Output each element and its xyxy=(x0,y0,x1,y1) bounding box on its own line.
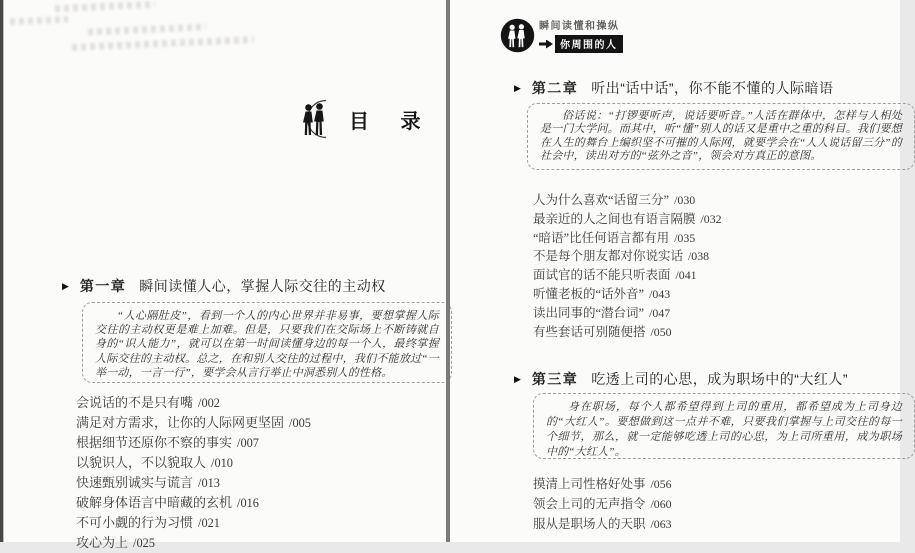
toc-item-page: /063 xyxy=(650,517,672,531)
toc-item xyxy=(76,413,311,433)
chapter-1-label: 第一章 xyxy=(79,278,127,294)
toc-item-text: 服从是职场人的天职 xyxy=(533,517,646,531)
triangle-marker-icon: ▶ xyxy=(514,83,521,93)
toc-item xyxy=(533,514,672,534)
toc-item-text: 不可小觑的行为习惯 xyxy=(76,515,194,530)
chapter-3-intro-text: 身在职场，每个人都希望得到上司的重用，都希望成为上司身边的“大红人”。要想做到这一点并不难，只要我们掌握与上司交往的每一个细节，那么，就一定能够吃透上司的心思，为上司所重用，成为职场中的“大红人”。 xyxy=(546,401,902,458)
logo-arrow-icon xyxy=(539,40,553,49)
toc-item xyxy=(76,433,311,453)
toc-item-text: 满足对方需求，让你的人际网更坚固 xyxy=(76,415,285,430)
toc-item xyxy=(533,247,722,266)
toc-item xyxy=(533,474,672,494)
toc-item-text: 面试官的话不能只听表面 xyxy=(533,268,671,283)
toc-title: 目 录 xyxy=(349,111,434,133)
chapter-1-heading xyxy=(62,276,386,296)
toc-item xyxy=(76,493,311,513)
ghost-showthrough-text xyxy=(72,36,254,51)
toc-item-page: /007 xyxy=(237,436,259,450)
chapter-2-label: 第二章 xyxy=(531,80,579,96)
toc-item-page: /035 xyxy=(674,230,696,245)
toc-item-text: 摸清上司性格好处事 xyxy=(533,477,646,491)
two-people-icon xyxy=(294,96,336,140)
toc-item-page: /013 xyxy=(198,476,220,490)
page-left-edge-highlight xyxy=(3,0,4,542)
ghost-showthrough-text xyxy=(55,1,155,12)
book-logo xyxy=(500,17,623,53)
toc-item-page: /047 xyxy=(649,305,671,320)
toc-item-text: 读出同事的“潜台词” xyxy=(533,305,645,320)
toc-item-text: 攻心为上 xyxy=(76,535,129,550)
toc-item xyxy=(76,533,311,553)
chapter-2-item-list xyxy=(533,191,722,341)
toc-item-page: /002 xyxy=(198,396,220,410)
ghost-showthrough-text xyxy=(10,16,68,26)
toc-item-page: /032 xyxy=(700,211,722,226)
toc-item-page: /005 xyxy=(289,416,311,430)
toc-item-page: /041 xyxy=(675,268,697,283)
chapter-3-intro-box xyxy=(533,393,915,459)
toc-item xyxy=(533,191,722,210)
toc-item xyxy=(533,210,722,229)
toc-item-page: /030 xyxy=(674,193,696,207)
toc-item-text: 以貌识人，不以貌取人 xyxy=(76,455,207,470)
triangle-marker-icon: ▶ xyxy=(514,374,521,384)
chapter-2-intro-box xyxy=(527,103,915,170)
toc-item xyxy=(76,513,311,533)
triangle-marker-icon: ▶ xyxy=(62,281,69,291)
chapter-3-label: 第三章 xyxy=(531,371,579,387)
toc-item-text: 快速甄别诚实与谎言 xyxy=(76,475,194,490)
chapter-3-title: 吃透上司的心思，成为职场中的“大红人” xyxy=(591,371,849,387)
toc-item-text: 不是每个朋友都对你说实话 xyxy=(533,249,684,264)
toc-item-text: “暗语”比任何语言都有用 xyxy=(533,230,670,245)
chapter-1-title: 瞬间读懂人心，掌握人际交往的主动权 xyxy=(139,278,386,294)
toc-item-page: /043 xyxy=(649,286,671,301)
chapter-2-heading xyxy=(514,78,834,98)
toc-item-text: 人为什么喜欢“话留三分” xyxy=(533,193,670,207)
toc-item xyxy=(533,229,722,248)
toc-item-page: /056 xyxy=(650,477,672,491)
chapter-3-item-list xyxy=(533,474,672,534)
toc-item-page: /021 xyxy=(198,516,220,530)
toc-item-page: /050 xyxy=(650,324,672,339)
toc-item-text: 会说话的不是只有嘴 xyxy=(76,395,194,410)
toc-item-page: /038 xyxy=(688,249,710,264)
chapter-1-item-list xyxy=(76,393,311,553)
toc-item xyxy=(533,285,722,304)
toc-item-text: 根据细节还原你不察的事实 xyxy=(76,435,233,450)
toc-header xyxy=(294,96,434,140)
logo-title-line2: 你周围的人 xyxy=(555,35,623,53)
toc-item-page: /060 xyxy=(650,497,672,511)
toc-item-text: 领会上司的无声指令 xyxy=(533,497,646,511)
page-gutter-divider xyxy=(446,0,450,542)
toc-item-page: /010 xyxy=(211,456,233,470)
logo-people-icon xyxy=(500,18,535,53)
toc-item-text: 听懂老板的“话外音” xyxy=(533,286,645,301)
logo-title-line1: 瞬间读懂和操纵 xyxy=(539,21,620,32)
chapter-2-title: 听出“话中话”，你不能不懂的人际暗语 xyxy=(591,80,834,96)
chapter-1-intro-box xyxy=(82,302,452,383)
toc-item-page: /016 xyxy=(237,496,259,510)
toc-item-page: /025 xyxy=(133,536,155,550)
chapter-3-heading xyxy=(514,369,848,389)
chapter-1-intro-text: “人心隔肚皮”，看到一个人的内心世界并非易事，要想掌握人际交往的主动权更是难上加难。但是，只要我们在交际场上不断铸就自身的“识人能力”，就可以在第一时间读懂身边的每一个人，最终掌握人际交往的主动权。总之，在和别人交往的过程中，我们不能放过“一举一动，一言一行”，要学会从言行举止中洞悉别人的性格。 xyxy=(95,310,439,379)
toc-item xyxy=(76,453,311,473)
ghost-showthrough-text xyxy=(88,23,206,35)
toc-item xyxy=(533,323,722,342)
chapter-2-intro-text: 俗话说：“打锣要听声，说话要听音。”人活在群体中，怎样与人相处是一门大学问。而其中，听“懂”别人的话又是重中之重的科目。我们要想在人生的舞台上编织坚不可摧的人际网，就要学会在“人人说话留三分”的社会中，读出对方的“弦外之音”，领会对方真正的意图。 xyxy=(540,110,902,163)
toc-item xyxy=(533,304,722,323)
toc-item xyxy=(76,393,311,413)
toc-item xyxy=(533,494,672,514)
toc-item-text: 最亲近的人之间也有语言隔膜 xyxy=(533,211,696,226)
toc-item xyxy=(76,473,311,493)
toc-item-text: 有些套话可别随便搭 xyxy=(533,324,646,339)
toc-item xyxy=(533,266,722,285)
toc-item-text: 破解身体语言中暗藏的玄机 xyxy=(76,495,233,510)
